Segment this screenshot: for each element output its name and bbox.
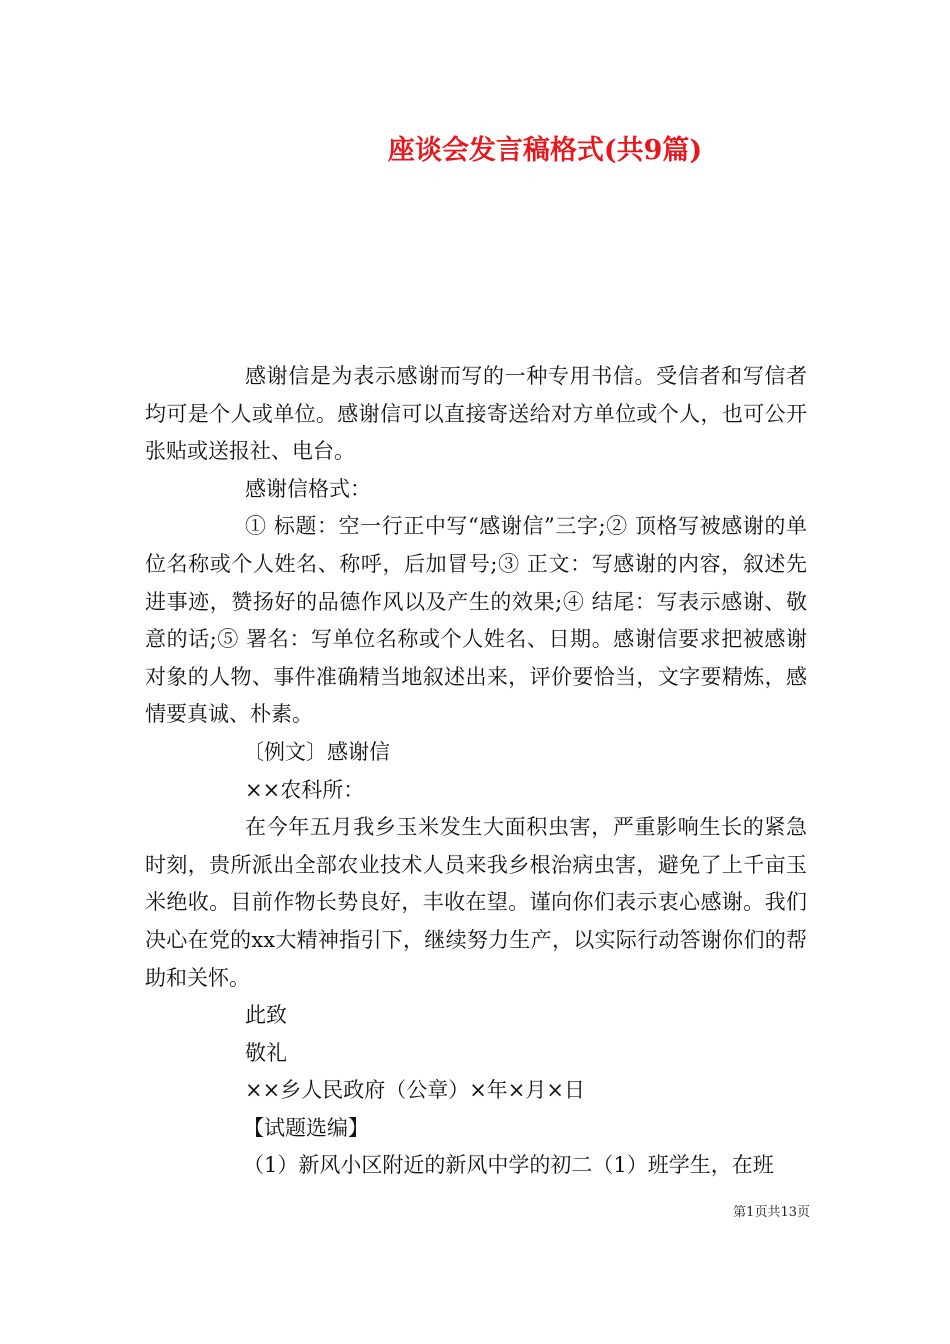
paragraph-exercises-heading: 【试题选编】	[243, 1115, 369, 1140]
page-number: 第1页共13页	[733, 1205, 810, 1220]
paragraph-format-heading: 感谢信格式：	[245, 476, 371, 501]
paragraph-salutation: ××农科所：	[245, 777, 365, 802]
paragraph-exercise-1: （1）新风小区附近的新风中学的初二（1）班学生，在班	[243, 1153, 774, 1178]
page-title: 座谈会发言稿格式(共9篇)	[387, 135, 703, 166]
paragraph-example-heading: 〔例文〕感谢信	[243, 739, 390, 764]
paragraph-closing-2: 敬礼	[245, 1040, 287, 1065]
paragraph-letter-body: 在今年五月我乡玉米发生大面积虫害，严重影响生长的紧急时刻，贵所派出全部农业技术人员来我乡根治病虫害，避免了上千亩玉米绝收。目前作物长势良好，丰收在望。谨向你们表示衷心感谢。我们决心在党的xx大精神指引下，继续努力生产，以实际行动答谢你们的帮助和关怀。	[145, 815, 807, 990]
paragraph-format-details: ① 标题：空一行正中写“感谢信”三字;② 顶格写被感谢的单位名称或个人姓名、称呼，后加冒号;③ 正文：写感谢的内容，叙述先进事迹，赞扬好的品德作风以及产生的效果;④ 结尾：写表示感谢、敬意的话;⑤ 署名：写单位名称或个人姓名、日期。感谢信要求把被感谢对象的人物、事件准确精当地叙述出来，评价要恰当，文字要精炼，感情要真诚、朴素。	[145, 514, 807, 727]
paragraph-signature: ××乡人民政府（公章）×年×月×日	[245, 1078, 585, 1103]
paragraph-intro: 感谢信是为表示感谢而写的一种专用书信。受信者和写信者均可是个人或单位。感谢信可以直接寄送给对方单位或个人，也可公开张贴或送报社、电台。	[145, 364, 807, 464]
document-body	[145, 358, 807, 1185]
paragraph-closing-1: 此致	[245, 1003, 287, 1028]
